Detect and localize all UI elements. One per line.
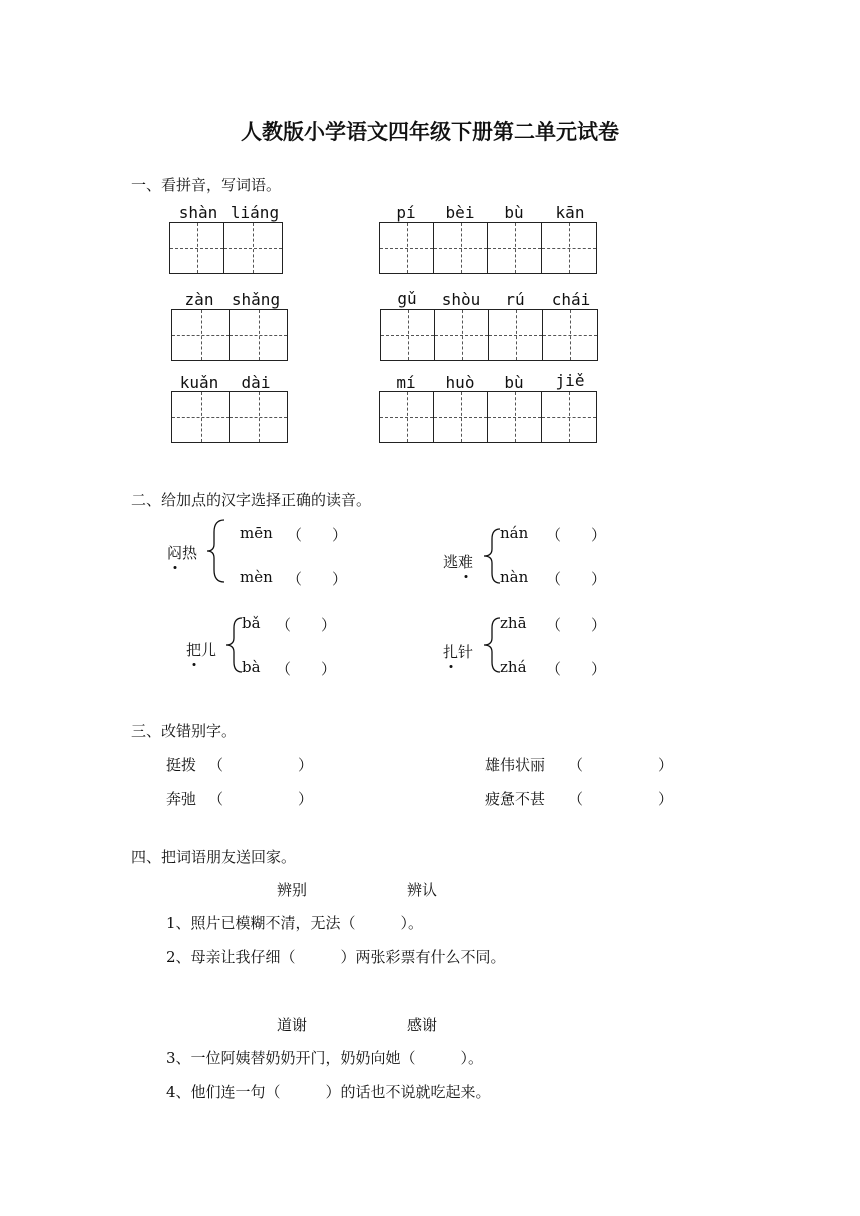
dotted-char: 把: [186, 641, 202, 659]
answer-blank[interactable]: （ ）: [276, 660, 337, 678]
reading-option: zhā: [500, 614, 527, 632]
char: 儿: [201, 641, 217, 659]
question: 1、照片已模糊不清，无法（ ）。: [166, 914, 424, 932]
reading-option: nàn: [500, 568, 529, 586]
pinyin: bù: [504, 203, 524, 222]
reading-option: zhá: [500, 658, 527, 676]
brace-icon: [222, 616, 244, 674]
pinyin: jiě: [555, 371, 585, 390]
answer-blank[interactable]: （ ）: [546, 526, 607, 544]
tianzige-grid[interactable]: [379, 222, 597, 274]
brace-icon: [480, 616, 502, 674]
pinyin: gǔ: [397, 289, 417, 308]
tianzige-grid[interactable]: [171, 309, 288, 361]
question: 4、他们连一句（ ）的话也不说就吃起来。: [166, 1083, 491, 1101]
reading-option: mēn: [240, 524, 273, 542]
pinyin: zàn: [184, 290, 214, 309]
pinyin: liáng: [230, 203, 280, 222]
pinyin: shòu: [441, 290, 481, 309]
tianzige-grid[interactable]: [169, 222, 283, 274]
wrong-word: 奔弛: [166, 790, 197, 808]
answer-blank[interactable]: （ ）: [208, 790, 314, 808]
reading-option: mèn: [240, 568, 273, 586]
section-2-heading: 二、给加点的汉字选择正确的读音。: [131, 491, 372, 509]
word-option: 感谢: [407, 1016, 438, 1034]
answer-blank[interactable]: （ ）: [546, 570, 607, 588]
dotted-char: 闷: [167, 544, 183, 562]
wrong-word: 雄伟状丽: [485, 756, 546, 774]
brace-icon: [480, 527, 502, 585]
pinyin: dài: [241, 373, 271, 392]
answer-blank[interactable]: （ ）: [546, 616, 607, 634]
pinyin: kān: [555, 203, 585, 222]
question: 3、一位阿姨替奶奶开门，奶奶向她（ ）。: [166, 1049, 484, 1067]
brace-icon: [204, 518, 226, 584]
pinyin: mí: [396, 373, 416, 392]
char: 热: [182, 544, 198, 562]
tianzige-grid[interactable]: [379, 391, 597, 443]
pinyin: rú: [505, 290, 525, 309]
char: 逃: [443, 553, 459, 571]
pinyin: huò: [445, 373, 475, 392]
answer-blank[interactable]: （ ）: [568, 790, 674, 808]
pinyin: chái: [551, 290, 591, 309]
word: [167, 542, 197, 563]
wrong-word: 挺拨: [166, 756, 197, 774]
reading-option: nán: [500, 524, 529, 542]
question: 2、母亲让我仔细（ ）两张彩票有什么不同。: [166, 948, 506, 966]
word: [186, 639, 216, 660]
answer-blank[interactable]: （ ）: [287, 570, 348, 588]
word: [443, 641, 473, 662]
tianzige-grid[interactable]: [380, 309, 598, 361]
pinyin: pí: [396, 203, 416, 222]
answer-blank[interactable]: （ ）: [208, 756, 314, 774]
section-1-heading: 一、看拼音，写词语。: [131, 176, 282, 194]
pinyin: shǎng: [231, 290, 281, 309]
word-option: 道谢: [277, 1016, 308, 1034]
word-option: 辨别: [277, 881, 308, 899]
section-4-heading: 四、把词语朋友送回家。: [131, 848, 297, 866]
section-3-heading: 三、改错别字。: [131, 722, 237, 740]
reading-option: bǎ: [242, 614, 261, 632]
word: [443, 551, 473, 572]
pinyin: bù: [504, 373, 524, 392]
answer-blank[interactable]: （ ）: [287, 526, 348, 544]
wrong-word: 疲惫不甚: [485, 790, 546, 808]
pinyin: shàn: [178, 203, 218, 222]
tianzige-grid[interactable]: [171, 391, 288, 443]
pinyin: kuǎn: [179, 373, 219, 392]
word-option: 辨认: [407, 881, 438, 899]
page-title: 人教版小学语文四年级下册第二单元试卷: [241, 120, 619, 144]
answer-blank[interactable]: （ ）: [276, 616, 337, 634]
dotted-char: 扎: [443, 643, 459, 661]
char: 针: [458, 643, 474, 661]
dotted-char: 难: [458, 553, 474, 571]
answer-blank[interactable]: （ ）: [568, 756, 674, 774]
pinyin: bèi: [445, 203, 475, 222]
reading-option: bà: [242, 658, 261, 676]
answer-blank[interactable]: （ ）: [546, 660, 607, 678]
